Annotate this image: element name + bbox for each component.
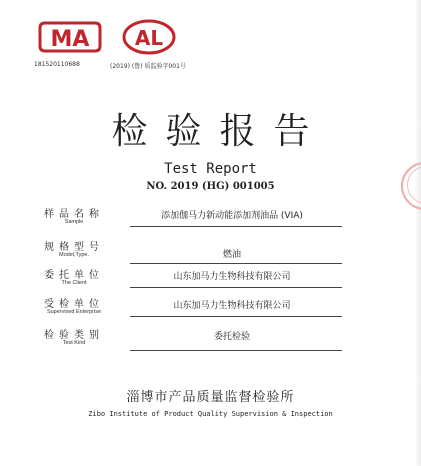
field-underline xyxy=(130,350,342,351)
cal-cert-number: (2019) (鲁) 质监验字001号 xyxy=(110,63,186,70)
field-underline xyxy=(130,263,342,264)
field-sample xyxy=(0,205,421,239)
field-supervised-enterprise xyxy=(0,295,421,329)
field-label-en: Test Kind xyxy=(62,340,86,346)
field-label-en: The Client xyxy=(61,280,87,286)
field-underline xyxy=(130,226,342,227)
cal-logo xyxy=(121,18,177,56)
field-label-cn: 检验类别 xyxy=(44,330,104,341)
field-value: 添加伽马力新动能添加剂油品 (VIA) xyxy=(161,211,303,221)
institute-name-en: Zibo Institute of Product Quality Supervision & Inspection xyxy=(88,410,333,418)
field-value: 燃油 xyxy=(222,250,241,260)
field-label-cn: 受检单位 xyxy=(44,299,104,310)
cma-cert-code: 181520110688 xyxy=(34,61,80,68)
cma-logo-text: MA xyxy=(50,27,90,52)
report-number: NO. 2019 (HG) 001005 xyxy=(146,181,275,192)
report-title-cn: 检验报告 xyxy=(111,111,328,152)
field-label-en: Model,Type. xyxy=(59,252,89,258)
field-label-cn: 规格型号 xyxy=(44,242,104,253)
field-value: 山东加马力生物科技有限公司 xyxy=(173,272,291,282)
field-label-cn: 委托单位 xyxy=(44,270,104,281)
field-value: 山东加马力生物科技有限公司 xyxy=(173,301,291,311)
field-underline xyxy=(130,287,342,288)
report-title-en: Test Report xyxy=(164,161,257,177)
cal-logo-text: AL xyxy=(134,26,164,50)
institute-name-cn: 淄博市产品质量监督检验所 xyxy=(126,390,295,405)
field-label-cn: 样品名称 xyxy=(44,209,104,220)
field-value: 委托检验 xyxy=(213,332,250,342)
field-label-en: Sample xyxy=(64,219,84,225)
field-label-en: Supervised Enterprise xyxy=(46,309,102,315)
field-test-kind xyxy=(0,326,421,360)
field-underline xyxy=(130,316,342,317)
cma-logo xyxy=(37,20,103,54)
scan-edge-shadow xyxy=(415,0,421,466)
